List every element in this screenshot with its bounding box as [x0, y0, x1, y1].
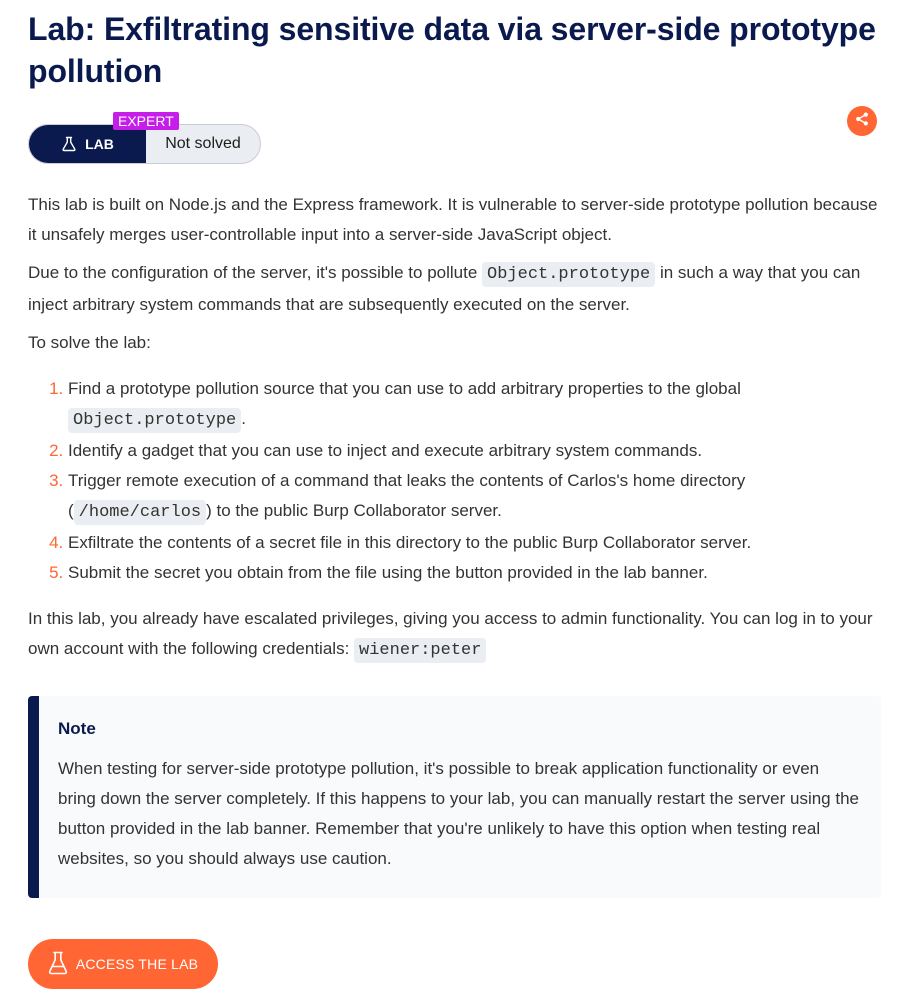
page-title: Lab: Exfiltrating sensitive data via server-side prototype pollution — [28, 11, 876, 89]
lab-status-pill — [28, 113, 261, 164]
credentials-paragraph — [28, 604, 881, 666]
note-body: When testing for server-side prototype pollution, it's possible to break application functionality or even bring down the server completely. If this happens to your lab, you can manually restart the server using the button provided in the lab banner. Remember that you're unlikely to have this option when testing real websites, so you should always use caution. — [58, 759, 859, 868]
step-1-end: . — [241, 409, 246, 428]
lab-solved-status: Not solved — [165, 135, 241, 152]
credentials-code: wiener:peter — [354, 638, 486, 663]
step-3-end: ) to the public Burp Collaborator server. — [206, 501, 502, 520]
share-button[interactable] — [847, 106, 877, 136]
pollution-text-end: in such a way that you can inject arbitrary system commands that are subsequently executed on the server. — [28, 263, 861, 314]
flask-icon — [48, 951, 68, 978]
pollution-text-start: Due to the configuration of the server, it's possible to pollute — [28, 263, 483, 282]
list-item — [68, 374, 881, 436]
lab-label-badge — [29, 125, 146, 163]
step-3-text: Trigger remote execution of a command that leaks the contents of Carlos's home directory ( — [68, 471, 746, 520]
note-callout — [28, 696, 881, 898]
flask-icon — [61, 136, 77, 152]
list-item: 2. Identify a gadget that you can use to inject and execute arbitrary system commands. — [68, 436, 881, 466]
list-item: 4. Exfiltrate the contents of a secret file in this directory to the public Burp Collaborator server. — [68, 528, 881, 558]
list-item: 5. Submit the secret you obtain from the file using the button provided in the lab banner. — [68, 558, 881, 588]
object-prototype-code: Object.prototype — [68, 408, 241, 433]
credentials-text: In this lab, you already have escalated privileges, giving you access to admin functionality. You can log in to your own account with the following credentials: — [28, 609, 873, 658]
share-icon — [855, 112, 869, 131]
object-prototype-code: Object.prototype — [482, 262, 655, 287]
access-lab-label: ACCESS THE LAB — [75, 956, 199, 972]
lab-status-row — [28, 113, 881, 164]
intro-paragraph: This lab is built on Node.js and the Express framework. It is vulnerable to server-side prototype pollution because it unsafely merges user-controllable input into a server-side JavaScript object. — [28, 195, 878, 244]
expert-level-badge: EXPERT — [113, 112, 179, 130]
lab-label-text: LAB — [85, 136, 114, 152]
home-directory-code: /home/carlos — [74, 500, 206, 525]
pollution-paragraph — [28, 258, 881, 320]
solve-heading: To solve the lab: — [28, 333, 151, 352]
step-1-text: Find a prototype pollution source that you can use to add arbitrary properties to the global — [68, 379, 741, 398]
list-item — [68, 466, 881, 528]
solution-steps-list — [28, 374, 881, 588]
note-title: Note — [58, 719, 96, 738]
access-lab-button[interactable] — [28, 939, 218, 989]
